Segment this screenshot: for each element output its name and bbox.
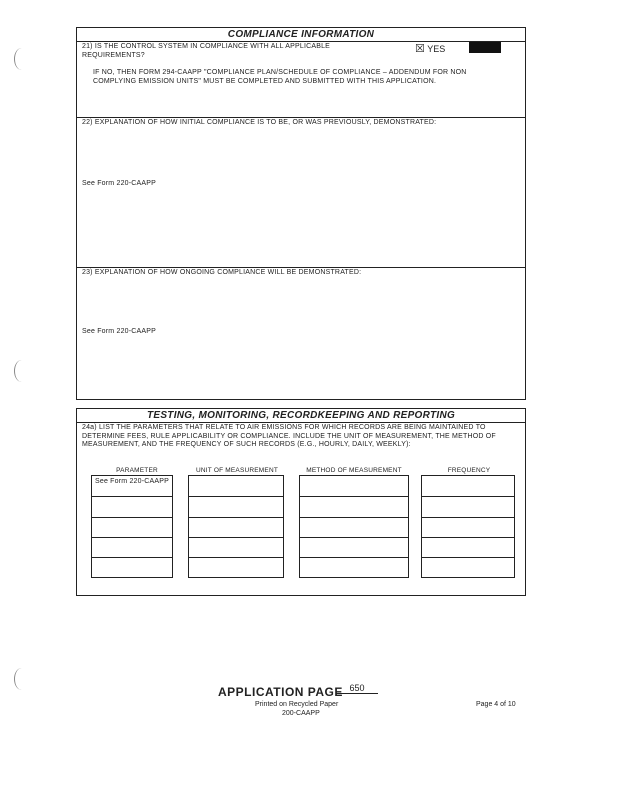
testing-title: TESTING, MONITORING, RECORDKEEPING AND REPORTING <box>146 410 456 421</box>
page-of: Page 4 of 10 <box>476 701 516 708</box>
hole-punch-mark <box>14 668 29 690</box>
parameter-column <box>91 475 173 578</box>
unit-column[interactable] <box>188 475 284 578</box>
method-column[interactable] <box>299 475 409 578</box>
question-23: 23) EXPLANATION OF HOW ONGOING COMPLIANCE WILL BE DEMONSTRATED: <box>82 269 362 276</box>
checked-box-icon: ☒ <box>415 43 425 55</box>
application-page-label: APPLICATION PAGE <box>218 685 343 699</box>
no-checkbox-redacted[interactable] <box>469 42 501 53</box>
hole-punch-mark <box>14 48 29 70</box>
question-21: 21) IS THE CONTROL SYSTEM IN COMPLIANCE WITH ALL APPLICABLE REQUIREMENTS? <box>82 43 331 59</box>
column-header-frequency: FREQUENCY <box>447 467 491 474</box>
hole-punch-mark <box>14 360 29 382</box>
question-24a: 24a) LIST THE PARAMETERS THAT RELATE TO AIR EMISSIONS FOR WHICH RECORDS ARE BEING MAINTAINED TO DETERMINE FEES, RULE APPLICABILITY OR COMPLIANCE. INCLUDE THE UNIT OF MEASUREMENT, THE METHOD OF MEASUREMENT, AND THE FREQUENCY OF SUCH RECORDS (E.G., HOURLY, DAILY, WEEKLY): <box>82 424 496 448</box>
frequency-column[interactable] <box>421 475 515 578</box>
parameter-cell-1[interactable]: See Form 220-CAAPP <box>94 478 170 485</box>
form-id: 200-CAAPP <box>282 710 320 717</box>
yes-checkbox[interactable] <box>415 42 445 55</box>
testing-section <box>76 408 526 596</box>
column-header-unit: UNIT OF MEASUREMENT <box>195 467 279 474</box>
compliance-title: COMPLIANCE INFORMATION <box>227 29 375 40</box>
question-22-answer[interactable]: See Form 220-CAAPP <box>82 180 157 187</box>
column-header-parameter: PARAMETER <box>116 467 158 474</box>
yes-label: YES <box>427 44 446 54</box>
question-22: 22) EXPLANATION OF HOW INITIAL COMPLIANCE IS TO BE, OR WAS PREVIOUSLY, DEMONSTRATED: <box>82 119 437 126</box>
application-page-number: 650 <box>336 683 378 694</box>
if-no-instruction: IF NO, THEN FORM 294-CAAPP "COMPLIANCE PLAN/SCHEDULE OF COMPLIANCE – ADDENDUM FOR NON COMPLYING EMISSION UNITS" MUST BE COMPLETED AND SUBMITTED WITH THIS APPLICATION. <box>93 69 467 85</box>
printed-on-recycled: Printed on Recycled Paper <box>255 701 339 708</box>
question-23-answer[interactable]: See Form 220-CAAPP <box>82 328 157 335</box>
compliance-section <box>76 27 526 400</box>
column-header-method: METHOD OF MEASUREMENT <box>306 467 402 474</box>
